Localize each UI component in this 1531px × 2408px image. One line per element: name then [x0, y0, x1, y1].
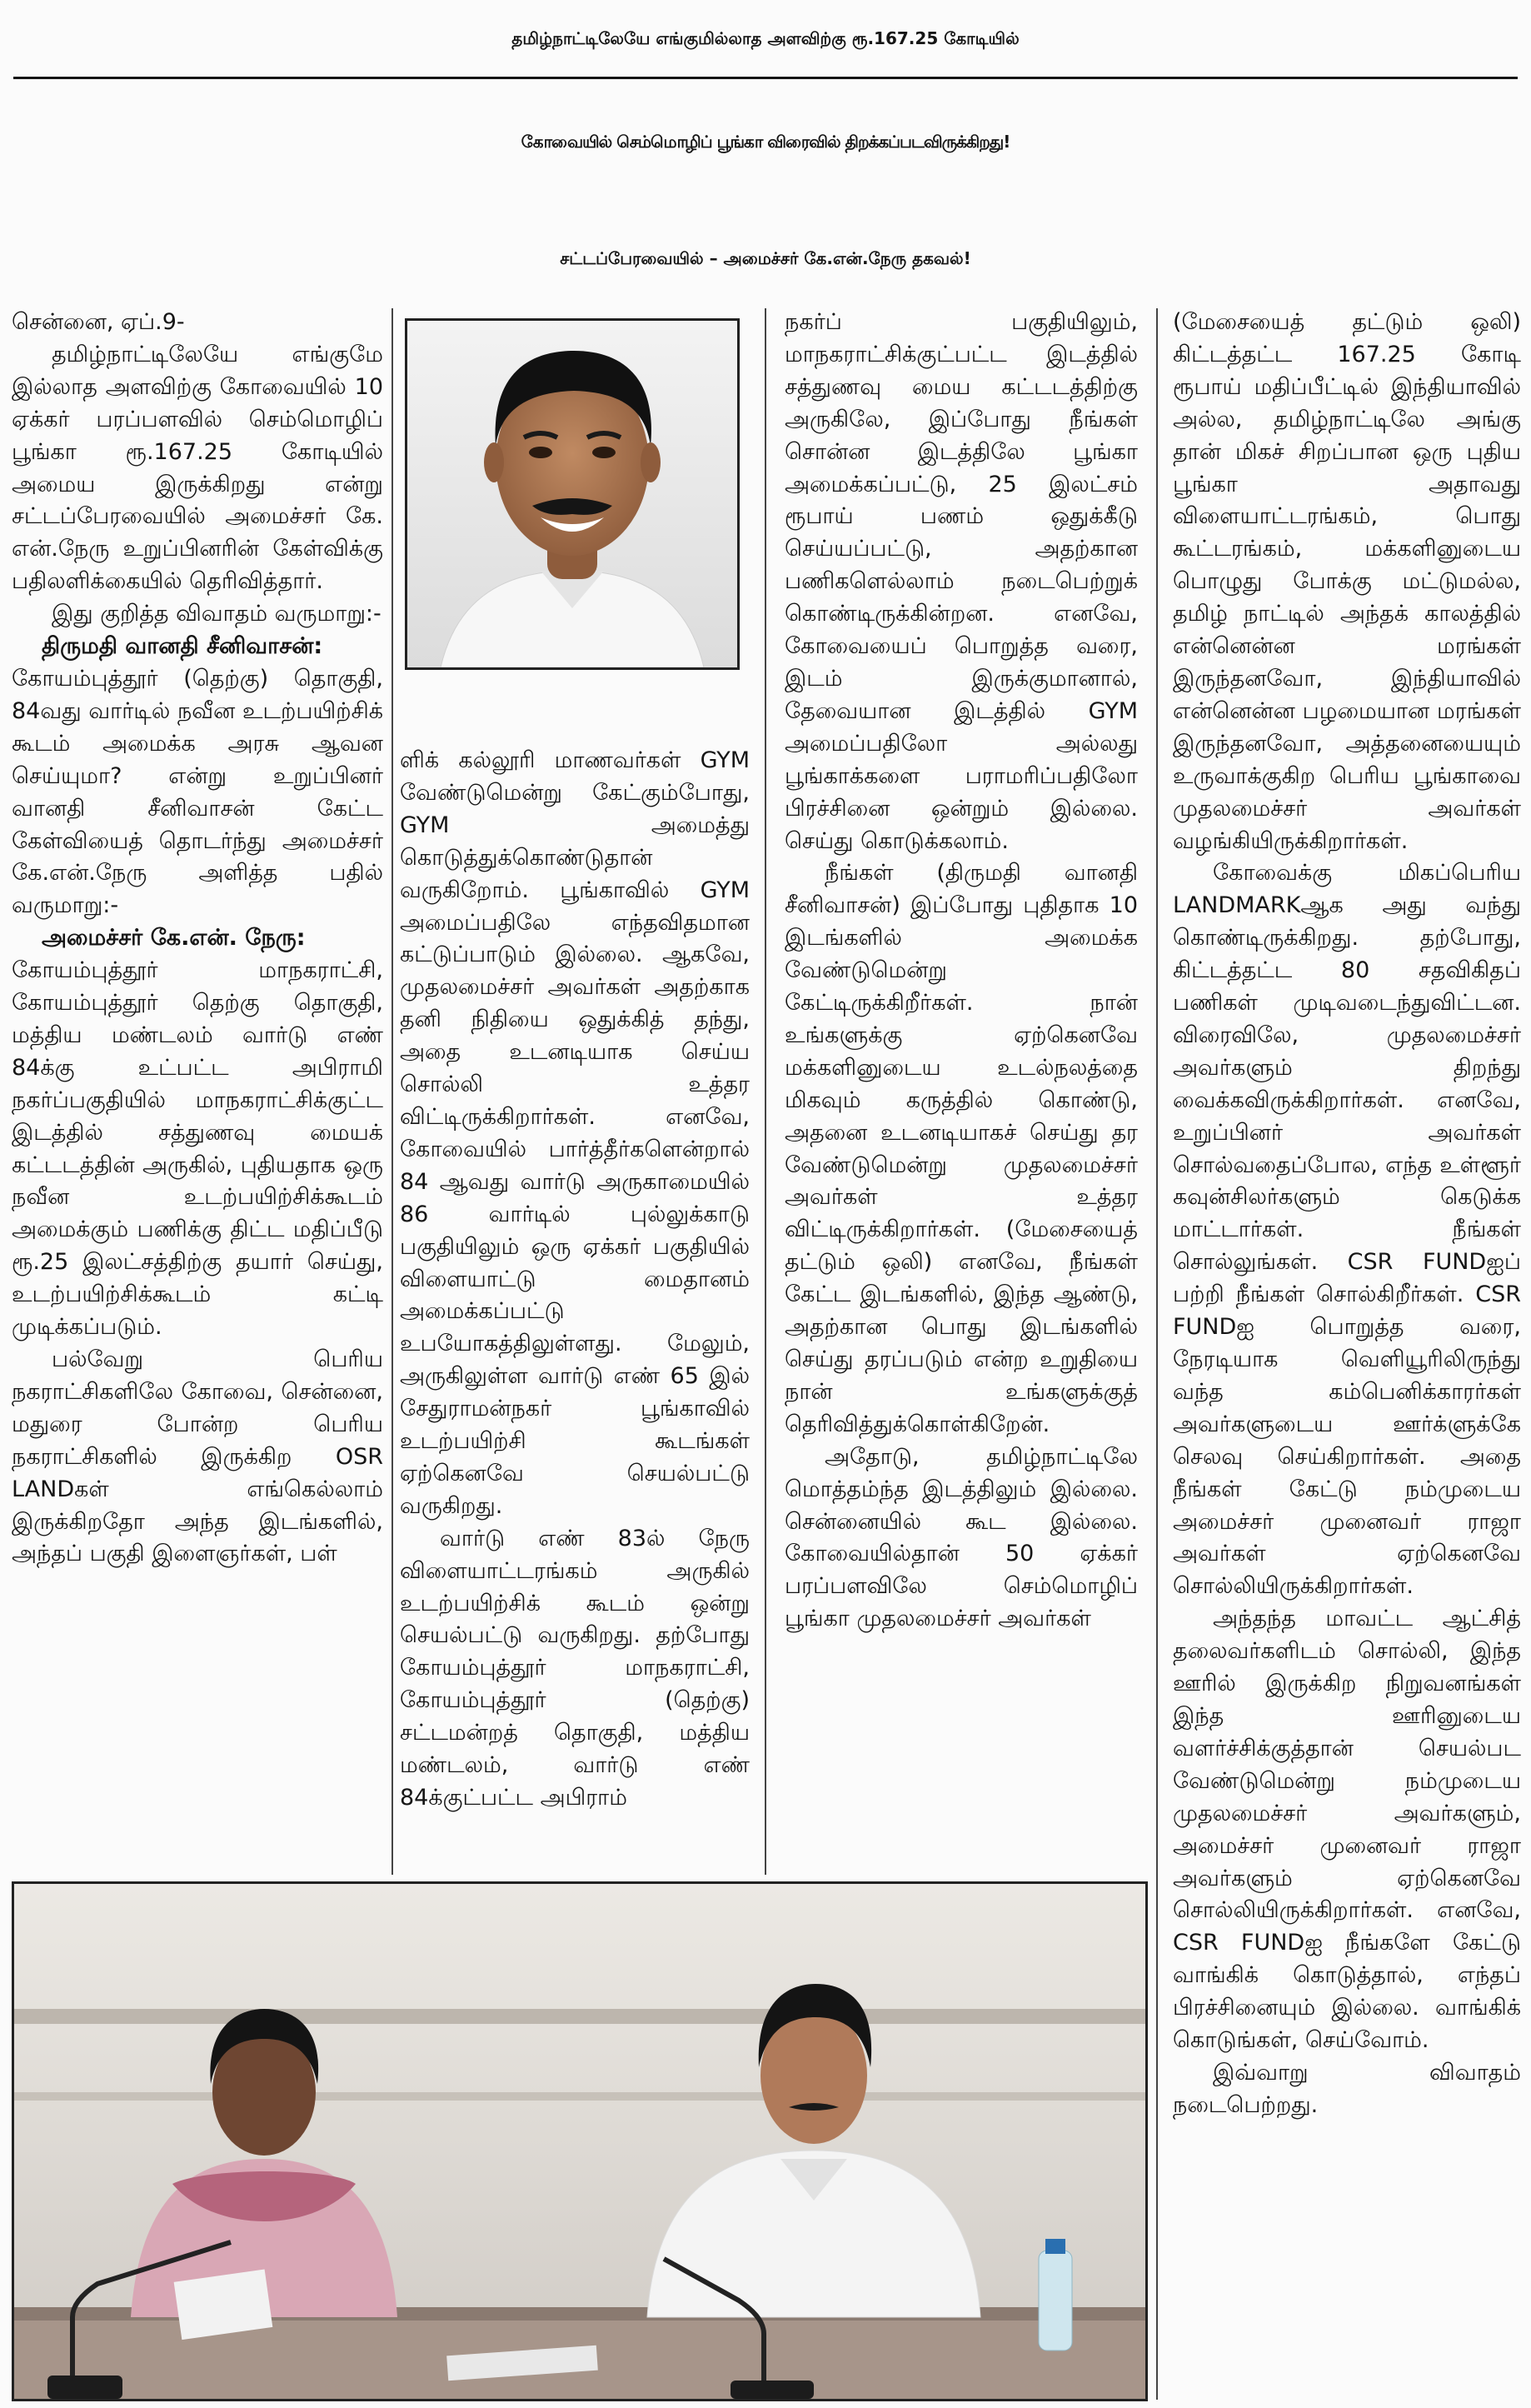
article-paragraph: ளிக் கல்லூரி மாணவர்கள் GYM வேண்டுமென்று கேட்கும்போது, GYM அமைத்து கொடுத்துக்கொண்டுதான் வருகிறோம். பூங்காவில் GYM அமைப்பதிலே எந்தவிதமான கட்டுப்பாடும் இல்லை. ஆகவே, முதலமைச்சர் அவர்கள் அதற்காக தனி நிதியை ஒதுக்கித் தந்து, அதை உடனடியாக செய்ய சொல்லி உத்தர விட்டிருக்கிறார்கள். எனவே, கோவையில் பார்த்தீர்களென்றால் 84 ஆவது வார்டு அருகாமையில் 86 வார்டில் புல்லுக்காடு பகுதியிலும் ஒரு ஏக்கர் பகுதியில் விளையாட்டு மைதானம் அமைக்கப்பட்டு உபயோகத்திலுள்ளது. மேலும், அருகிலுள்ள வார்டு எண் 65 இல் சேதுராமன்நகர் பூங்காவில் உடற்பயிற்சி கூடங்கள் ஏற்கெனவே செயல்பட்டு வருகிறது. [400, 747, 750, 1519]
speaker-label: திருமதி வானதி சீனிவாசன்: [42, 633, 323, 660]
article-column-1 [12, 307, 383, 1858]
article-column-4 [1173, 307, 1521, 2398]
article-paragraph: கோவைக்கு மிகப்பெரிய LANDMARKஆக அது வந்து கொண்டிருக்கிறது. தற்போது, கிட்டத்தட்ட 80 சதவிகிதப் பணிகள் முடிவடைந்துவிட்டன. விரைவிலே, முதலமைச்சர் அவர்களும் திறந்து வைக்கவிருக்கிறார்கள். எனவே, உறுப்பினர் அவர்கள் சொல்வதைப்போல, எந்த உள்ளூர் கவுன்சிலர்களும் கெடுக்க மாட்டார்கள். நீங்கள் சொல்லுங்கள். CSR FUNDஐப் பற்றி நீங்கள் சொல்கிறீர்கள். CSR FUNDஐ பொறுத்த வரை, நேரடியாக வெளியூரிலிருந்து வந்த கம்பெனிக்காரர்கள் அவர்களுடைய ஊர்க்ளுக்கே செலவு செய்கிறார்கள். அதை நீங்கள் கேட்டு நம்முடைய அமைச்சர் முனைவர் ராஜா அவர்கள் ஏற்கெனவே சொல்லியிருக்கிறார்கள். [1173, 860, 1521, 1600]
article-paragraph: இது குறித்த விவாதம் வருமாறு:- [52, 601, 382, 627]
article-paragraph: நீங்கள் (திருமதி வானதி சீனிவாசன்) இப்போது புதிதாக 10 இடங்களில் அமைக்க வேண்டுமென்று கேட்டிருக்கிறீர்கள். நான் உங்களுக்கு ஏற்கெனவே மக்களினுடைய உடல்நலத்தை மிகவும் கருத்தில் கொண்டு, அதனை உடனடியாகச் செய்து தர வேண்டுமென்று முதலமைச்சர் அவர்கள் உத்தர விட்டிருக்கிறார்கள். (மேசையைத் தட்டும் ஒலி) எனவே, நீங்கள் கேட்ட இடங்களில், இந்த ஆண்டு, அதற்கான பொது இடங்களில் செய்து தரப்படும் என்ற உறுதியை நான் உங்களுக்குத் தெரிவித்துக்கொள்கிறேன். [785, 860, 1138, 1437]
article-column-2 [400, 745, 750, 1853]
column-rule [391, 308, 393, 1875]
overline-headline: தமிழ்நாட்டிலேயே எங்குமில்லாத அளவிற்கு ரூ.167.25 கோடியில் [511, 28, 1020, 48]
article-paragraph: அந்தந்த மாவட்ட ஆட்சித் தலைவர்களிடம் சொல்லி, இந்த ஊரில் இருக்கிற நிறுவனங்கள் இந்த ஊரினுடைய வளர்ச்சிக்குத்தான் செயல்பட வேண்டுமென்று நம்முடைய முதலமைச்சர் அவர்களும், அமைச்சர் முனைவர் ராஜா அவர்களும் ஏற்கெனவே சொல்லியிருக்கிறார்கள். எனவே, CSR FUNDஐ நீங்களே கேட்டு வாங்கிக் கொடுத்தால், எந்தப் பிரச்சினையும் இல்லை. வாங்கிக் கொடுங்கள், செய்வோம். [1173, 1606, 1521, 2054]
meeting-photo-illustration [14, 1884, 1145, 2399]
column-rule [1156, 308, 1158, 2400]
article-paragraph: பல்வேறு பெரிய நகராட்சிகளிலே கோவை, சென்னை, மதுரை போன்ற பெரிய நகராட்சிகளில் இருக்கிற OSR LANDகள் எங்கெல்லாம் இருக்கிறதோ அந்த இடங்களில், அந்தப் பகுதி இளைஞர்கள், பள் [12, 1346, 383, 1567]
article-closing: இவ்வாறு விவாதம் நடைபெற்றது. [1173, 2059, 1521, 2118]
headline-divider [13, 77, 1518, 79]
sub-headline: சட்டப்பேரவையில் – அமைச்சர் கே.என்.நேரு தகவல்! [560, 248, 971, 268]
speaker-label: அமைச்சர் கே.என். நேரு: [42, 925, 306, 952]
minister-portrait-illustration [407, 321, 737, 667]
column-rule [765, 308, 766, 1875]
dateline: சென்னை, ஏப்.9- [12, 309, 185, 335]
article-paragraph: கோயம்புத்தூர் (தெற்கு) தொகுதி, 84வது வார்டில் நவீன உடற்பயிற்சிக் கூடம் அமைக்க அரசு ஆவன செய்யுமா? என்று உறுப்பினர் வானதி சீனிவாசன் கேட்ட கேள்வியைத் தொடர்ந்து அமைச்சர் கே.என்.நேரு அளித்த பதில் வருமாறு:- [12, 665, 383, 919]
article-paragraph: தமிழ்நாட்டிலேயே எங்குமே இல்லாத அளவிற்கு கோவையில் 10 ஏக்கர் பரப்பளவில் செம்மொழிப் பூங்கா ரூ.167.25 கோடியில் அமைய இருக்கிறது என்று சட்டப்பேரவையில் அமைச்சர் கே. என்.நேரு உறுப்பினரின் கேள்விக்கு பதிலளிக்கையில் தெரிவித்தார். [12, 341, 383, 595]
main-headline: கோவையில் செம்மொழிப் பூங்கா விரைவில் திறக்கப்படவிருக்கிறது! [521, 132, 1010, 152]
minister-portrait-photo [405, 318, 740, 670]
article-column-3 [785, 307, 1138, 1856]
article-paragraph: (மேசையைத் தட்டும் ஒலி) கிட்டத்தட்ட 167.25 கோடி ரூபாய் மதிப்பீட்டில் இந்தியாவில் அல்ல, தமிழ்நாட்டிலே அங்கு தான் மிகச் சிறப்பான ஒரு புதிய பூங்கா அதாவது விளையாட்டரங்கம், பொது கூட்டரங்கம், மக்களினுடைய பொழுது போக்கு மட்டுமல்ல, தமிழ் நாட்டில் அந்தக் காலத்தில் என்னென்ன மரங்கள் இருந்தனவோ, இந்தியாவில் என்னென்ன பழமையான மரங்கள் இருந்தனவோ, அத்தனையையும் உருவாக்குகிற பெரிய பூங்காவை முதலமைச்சர் அவர்கள் வழங்கியிருக்கிறார்கள். [1173, 309, 1521, 854]
meeting-photo [12, 1881, 1148, 2401]
article-paragraph: நகர்ப் பகுதியிலும், மாநகராட்சிக்குட்பட்ட இடத்தில் சத்துணவு மைய கட்டடத்திற்கு அருகிலே, இப்போது நீங்கள் சொன்ன இடத்திலே பூங்கா அமைக்கப்பட்டு, 25 இலட்சம் ரூபாய் பணம் ஒதுக்கீடு செய்யப்பட்டு, அதற்கான பணிகளெல்லாம் நடைபெற்றுக் கொண்டிருக்கின்றன. எனவே, கோவையைப் பொறுத்த வரை, இடம் இருக்குமானால், தேவையான இடத்தில் GYM அமைப்பதிலோ அல்லது பூங்காக்களை பராமரிப்பதிலோ பிரச்சினை ஒன்றும் இல்லை. செய்து கொடுக்கலாம். [785, 309, 1138, 854]
article-paragraph: வார்டு எண் 83ல் நேரு விளையாட்டரங்கம் அருகில் உடற்பயிற்சிக் கூடம் ஒன்று செயல்பட்டு வருகிறது. தற்போது கோயம்புத்தூர் மாநகராட்சி, கோயம்புத்தூர் (தெற்கு) சட்டமன்றத் தொகுதி, மத்திய மண்டலம், வார்டு எண் 84க்குட்பட்ட அபிராம் [400, 1525, 750, 1811]
article-paragraph: அதோடு, தமிழ்நாட்டிலே மொத்தம்ந்த இடத்திலும் இல்லை. சென்னையில் கூட இல்லை. கோவையில்தான் 50 ஏக்கர் பரப்பளவிலே செம்மொழிப் பூங்கா முதலமைச்சர் அவர்கள் [785, 1443, 1138, 1632]
article-paragraph: கோயம்புத்தூர் மாநகராட்சி, கோயம்புத்தூர் தெற்கு தொகுதி, மத்திய மண்டலம் வார்டு எண் 84க்கு உட்பட்ட அபிராமி நகர்ப்பகுதியில் மாநகராட்சிக்குட்ட இடத்தில் சத்துணவு மையக் கட்டடத்தின் அருகில், புதியதாக ஒரு நவீன உடற்பயிற்சிக்கூடம் அமைக்கும் பணிக்கு திட்ட மதிப்பீடு ரூ.25 இலட்சத்திற்கு தயார் செய்து, உடற்பயிற்சிக்கூடம் கட்டி முடிக்கப்படும். [12, 957, 383, 1341]
